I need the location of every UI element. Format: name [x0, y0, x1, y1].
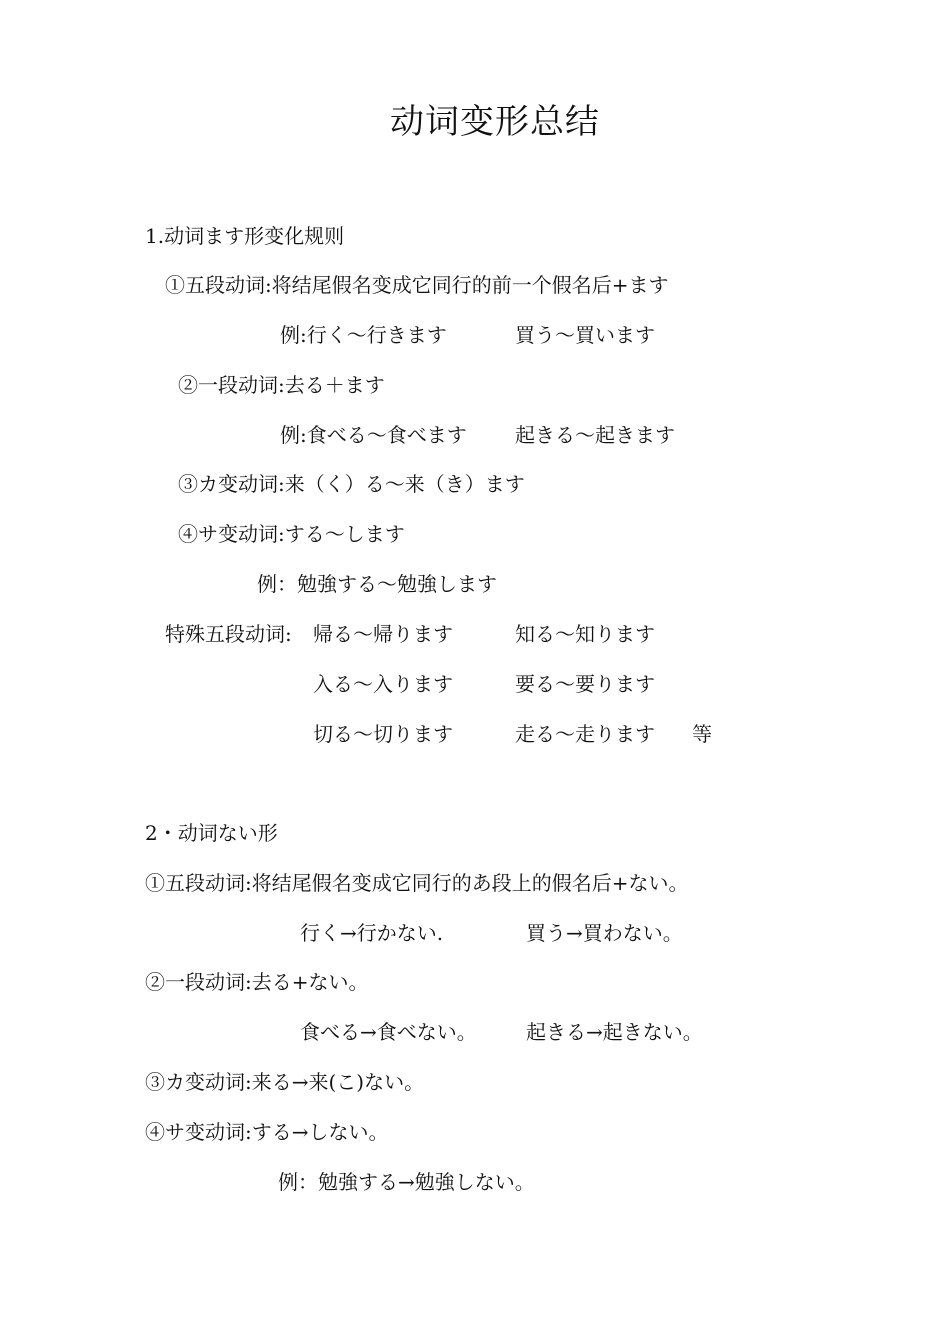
- section1-special-example: 入る～入ります: [313, 672, 453, 696]
- section1-heading: 1.动词ます形变化规则: [145, 224, 345, 248]
- section1-rule-sahen-example: 例：勉強する～勉強します: [257, 572, 497, 596]
- section1-rule-godan-example-2: 買う～買います: [515, 323, 655, 347]
- section1-special-example: 切る～切ります: [313, 722, 453, 746]
- section1-special-example: 走る～走ります: [515, 722, 655, 746]
- section1-special-label: 特殊五段动词:: [165, 622, 292, 646]
- section1-special-example: 帰る～帰ります: [313, 622, 453, 646]
- section2-rule-kahen: ③カ变动词:来る→来(こ)ない。: [145, 1070, 425, 1094]
- section1-rule-ichidan-example-2: 起きる～起きます: [515, 423, 675, 447]
- section1-special-etc: 等: [692, 722, 712, 746]
- section1-rule-ichidan-example-1: 例:食べる～食べます: [280, 423, 467, 447]
- section2-rule-godan-example-1: 行く→行かない.: [300, 921, 444, 945]
- section1-rule-kahen: ③カ变动词:来（く）る～来（き）ます: [178, 472, 525, 496]
- section1-rule-sahen: ④サ变动词:する～します: [178, 522, 405, 546]
- section2-rule-ichidan-example-1: 食べる→食べない。: [300, 1020, 477, 1044]
- section1-rule-godan-example-1: 例:行く～行きます: [280, 323, 447, 347]
- section2-rule-ichidan-example-2: 起きる→起きない。: [526, 1020, 703, 1044]
- section2-rule-sahen: ④サ变动词:する→しない。: [145, 1120, 389, 1144]
- section1-rule-godan: ①五段动词:将结尾假名变成它同行的前一个假名后+ます: [165, 273, 669, 297]
- section1-special-example: 知る～知ります: [515, 622, 655, 646]
- section2-rule-sahen-example: 例：勉強する→勉強しない。: [278, 1170, 535, 1194]
- page-title: 动词变形总结: [390, 102, 600, 142]
- section1-rule-ichidan: ②一段动词:去る＋ます: [178, 373, 385, 397]
- section2-rule-godan-example-2: 買う→買わない。: [526, 921, 683, 945]
- section2-rule-ichidan: ②一段动词:去る+ない。: [145, 970, 369, 994]
- section1-special-example: 要る～要ります: [515, 672, 655, 696]
- section2-heading: 2・动词ない形: [145, 821, 278, 845]
- section2-rule-godan: ①五段动词:将结尾假名变成它同行的あ段上的假名后+ない。: [145, 871, 689, 895]
